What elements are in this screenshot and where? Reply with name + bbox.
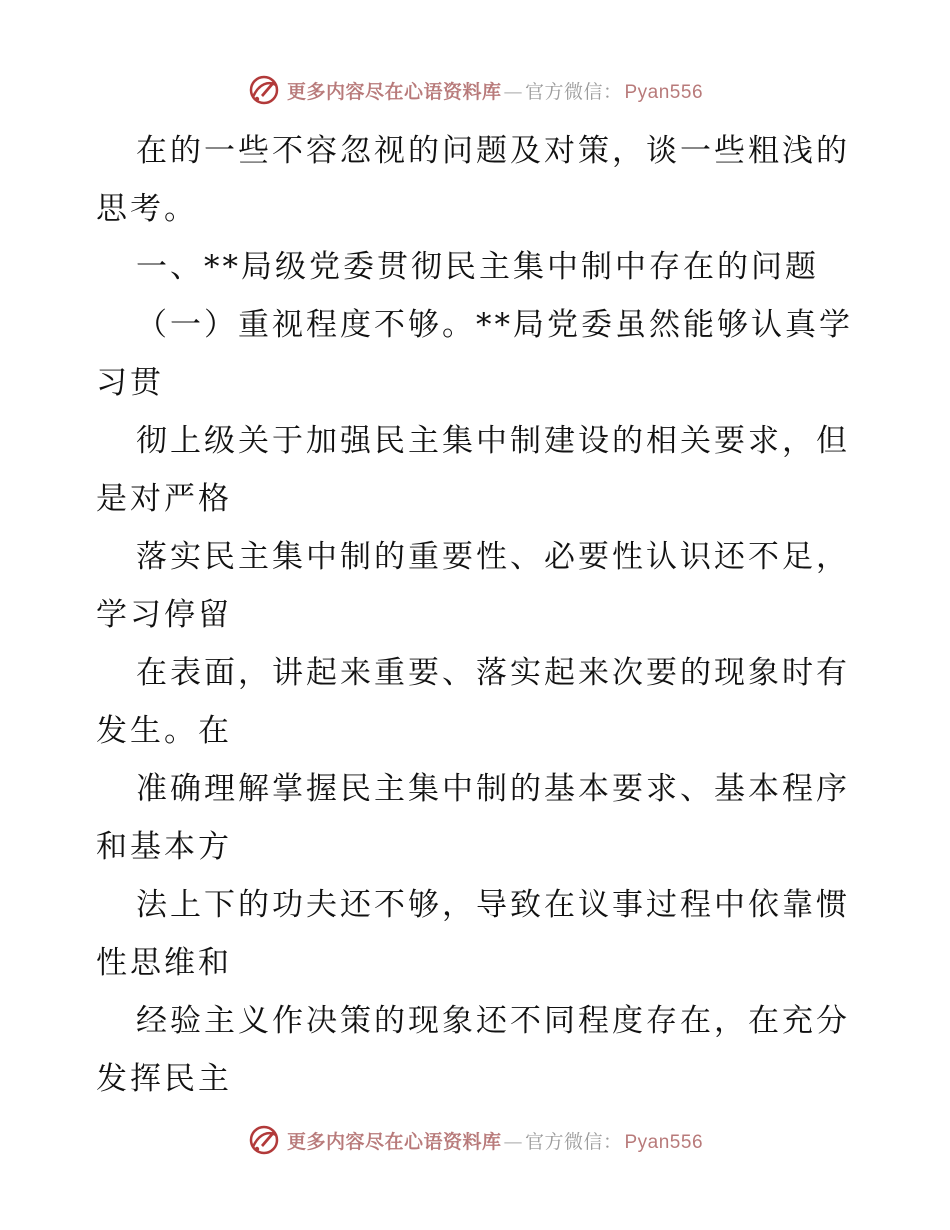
paragraph: 准确理解掌握民主集中制的基本要求、基本程序和基本方: [96, 771, 850, 865]
header-weixin-label: 官方微信：: [524, 80, 623, 103]
page-header-banner: [0, 70, 950, 110]
footer-separator: —: [503, 1130, 523, 1153]
document-body: [96, 122, 856, 1108]
paragraph: 落实民主集中制的重要性、必要性认识还不足，学习停留: [96, 539, 850, 633]
header-separator: —: [503, 80, 523, 103]
footer-main-text: 更多内容尽在心语资料库: [286, 1130, 502, 1153]
footer-weixin-id: Pyan556: [624, 1131, 704, 1153]
page-footer-banner: [0, 1120, 950, 1160]
paragraph: 一、**局级党委贯彻民主集中制中存在的问题: [136, 249, 819, 285]
pen-swirl-logo-icon: [247, 73, 281, 107]
footer-weixin-label: 官方微信：: [524, 1130, 623, 1153]
paragraph: 在的一些不容忽视的问题及对策，谈一些粗浅的思考。: [96, 133, 850, 227]
paragraph: （一）重视程度不够。**局党委虽然能够认真学习贯: [96, 307, 853, 401]
header-banner-text: [287, 77, 703, 104]
paragraph: 法上下的功夫还不够，导致在议事过程中依靠惯性思维和: [96, 887, 850, 981]
paragraph: 经验主义作决策的现象还不同程度存在，在充分发挥民主: [96, 1003, 850, 1097]
footer-banner-text: [287, 1127, 703, 1154]
paragraph: 彻上级关于加强民主集中制建设的相关要求，但是对严格: [96, 423, 850, 517]
header-weixin-id: Pyan556: [624, 81, 704, 103]
pen-swirl-logo-icon: [247, 1123, 281, 1157]
paragraph: 在表面，讲起来重要、落实起来次要的现象时有发生。在: [96, 655, 850, 749]
header-main-text: 更多内容尽在心语资料库: [286, 80, 502, 103]
